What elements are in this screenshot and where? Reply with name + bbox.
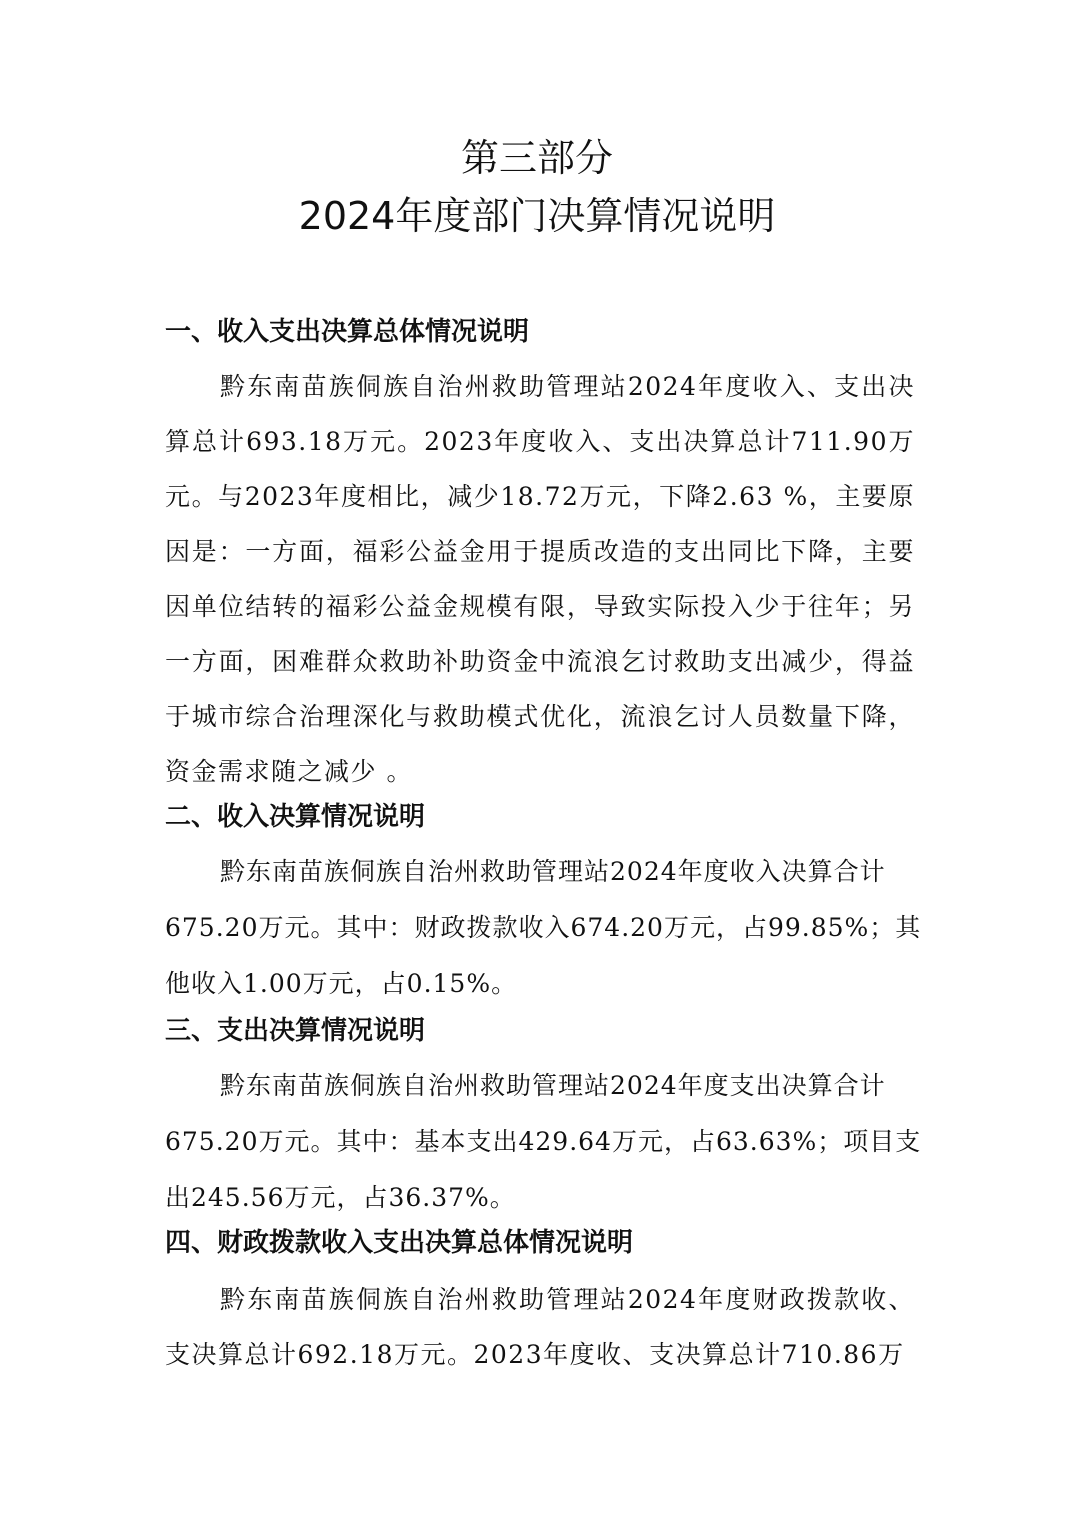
- document-title-part: 第三部分: [460, 136, 613, 180]
- section-1-body: 黔东南苗族侗族自治州救助管理站2024年度收入、支出决算总计693.18万元。2023年度收入、支出决算总计711.90万元。与2023年度相比，减少18.72万元，下降2.63 %，主要原因是：一方面，福彩公益金用于提质改造的支出同比下降，主要因单位结转的福彩公益金规模有限，导致实际投入少于往年；另一方面，困难群众救助补助资金中流浪乞讨救助支出减少，得益于城市综合治理深化与救助模式优化，流浪乞讨人员数量下降，资金需求随之减少 。: [165, 372, 915, 786]
- document-title-main: 2024年度部门决算情况说明: [298, 194, 776, 238]
- section-2-body: 黔东南苗族侗族自治州救助管理站2024年度收入决算合计675.20万元。其中：财政拨款收入674.20万元，占99.85%；其他收入1.00万元，占0.15%。: [165, 857, 922, 998]
- section-4-heading: 四、财政拨款收入支出决算总体情况说明: [165, 1228, 634, 1258]
- section-3-body: 黔东南苗族侗族自治州救助管理站2024年度支出决算合计675.20万元。其中：基本支出429.64万元，占63.63%；项目支出245.56万元，占36.37%。: [165, 1071, 922, 1212]
- section-2-heading: 二、收入决算情况说明: [165, 802, 426, 832]
- section-3-heading: 三、支出决算情况说明: [165, 1016, 426, 1046]
- section-1-heading: 一、收入支出决算总体情况说明: [165, 317, 530, 347]
- section-4-body: 黔东南苗族侗族自治州救助管理站2024年度财政拨款收、支决算总计692.18万元。2023年度收、支决算总计710.86万: [165, 1285, 915, 1369]
